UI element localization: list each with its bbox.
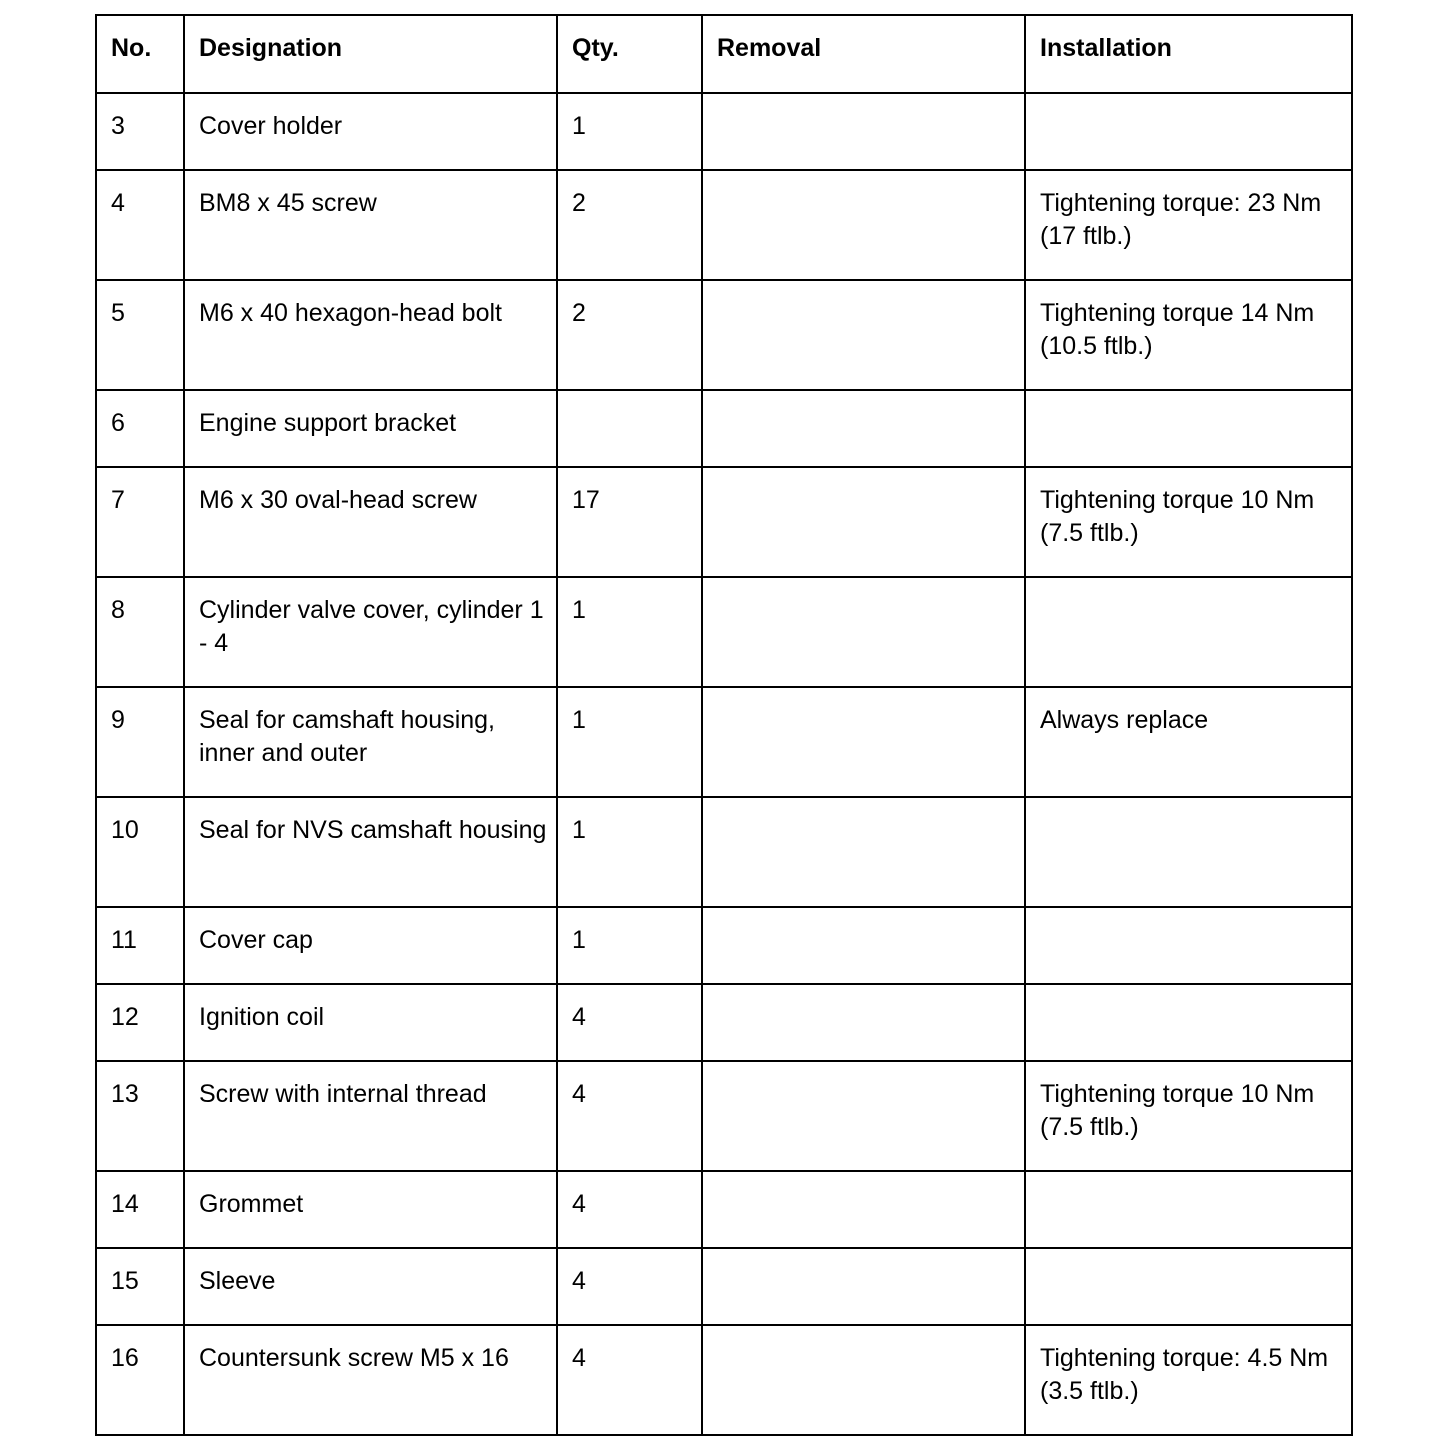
table-row (96, 170, 1352, 280)
cell-designation: Seal for NVS camshaft housing (184, 797, 557, 907)
cell-removal (702, 1248, 1025, 1325)
cell-designation: Cylinder valve cover, cylinder 1 - 4 (184, 577, 557, 687)
cell-installation (1025, 577, 1352, 687)
cell-no: 6 (96, 390, 184, 467)
cell-removal (702, 1325, 1025, 1435)
cell-installation: Tightening torque 10 Nm (7.5 ftlb.) (1025, 1061, 1352, 1171)
cell-installation: Tightening torque 10 Nm (7.5 ftlb.) (1025, 467, 1352, 577)
cell-installation (1025, 907, 1352, 984)
cell-designation: Ignition coil (184, 984, 557, 1061)
cell-no: 7 (96, 467, 184, 577)
cell-designation: M6 x 40 hexagon-head bolt (184, 280, 557, 390)
header-installation: Installation (1025, 15, 1352, 93)
table-row (96, 907, 1352, 984)
cell-qty: 1 (557, 93, 702, 170)
cell-no: 13 (96, 1061, 184, 1171)
cell-no: 8 (96, 577, 184, 687)
cell-removal (702, 1171, 1025, 1248)
cell-installation (1025, 390, 1352, 467)
cell-installation: Tightening torque: 23 Nm (17 ftlb.) (1025, 170, 1352, 280)
cell-no: 3 (96, 93, 184, 170)
table-row (96, 1061, 1352, 1171)
cell-designation: Engine support bracket (184, 390, 557, 467)
cell-designation: Countersunk screw M5 x 16 (184, 1325, 557, 1435)
cell-designation: Cover cap (184, 907, 557, 984)
table-row (96, 280, 1352, 390)
header-qty: Qty. (557, 15, 702, 93)
cell-no: 16 (96, 1325, 184, 1435)
table-row (96, 577, 1352, 687)
cell-qty: 1 (557, 907, 702, 984)
cell-removal (702, 687, 1025, 797)
cell-installation: Always replace (1025, 687, 1352, 797)
cell-removal (702, 797, 1025, 907)
cell-designation: Cover holder (184, 93, 557, 170)
cell-designation: Grommet (184, 1171, 557, 1248)
cell-no: 15 (96, 1248, 184, 1325)
cell-removal (702, 577, 1025, 687)
cell-removal (702, 984, 1025, 1061)
cell-removal (702, 170, 1025, 280)
cell-designation: Sleeve (184, 1248, 557, 1325)
cell-qty: 2 (557, 280, 702, 390)
cell-no: 11 (96, 907, 184, 984)
cell-installation (1025, 1248, 1352, 1325)
cell-qty: 4 (557, 1248, 702, 1325)
cell-designation: Seal for camshaft housing, inner and outer (184, 687, 557, 797)
cell-installation: Tightening torque 14 Nm (10.5 ftlb.) (1025, 280, 1352, 390)
header-designation: Designation (184, 15, 557, 93)
table-row (96, 93, 1352, 170)
cell-installation (1025, 1171, 1352, 1248)
cell-qty: 17 (557, 467, 702, 577)
cell-removal (702, 907, 1025, 984)
cell-qty: 4 (557, 1171, 702, 1248)
table-row (96, 687, 1352, 797)
cell-no: 12 (96, 984, 184, 1061)
table-row (96, 1171, 1352, 1248)
table-row (96, 1325, 1352, 1435)
header-row (96, 15, 1352, 93)
cell-qty: 1 (557, 797, 702, 907)
cell-no: 9 (96, 687, 184, 797)
cell-no: 14 (96, 1171, 184, 1248)
parts-table (95, 14, 1353, 1436)
cell-removal (702, 280, 1025, 390)
cell-no: 10 (96, 797, 184, 907)
cell-no: 5 (96, 280, 184, 390)
cell-removal (702, 1061, 1025, 1171)
cell-designation: M6 x 30 oval-head screw (184, 467, 557, 577)
cell-no: 4 (96, 170, 184, 280)
cell-qty: 2 (557, 170, 702, 280)
cell-installation (1025, 93, 1352, 170)
cell-qty (557, 390, 702, 467)
cell-qty: 1 (557, 577, 702, 687)
header-no: No. (96, 15, 184, 93)
cell-installation: Tightening torque: 4.5 Nm (3.5 ftlb.) (1025, 1325, 1352, 1435)
cell-removal (702, 390, 1025, 467)
table-row (96, 390, 1352, 467)
cell-designation: BM8 x 45 screw (184, 170, 557, 280)
cell-qty: 4 (557, 984, 702, 1061)
table-row (96, 1248, 1352, 1325)
cell-installation (1025, 797, 1352, 907)
cell-installation (1025, 984, 1352, 1061)
header-removal: Removal (702, 15, 1025, 93)
table-row (96, 467, 1352, 577)
cell-removal (702, 93, 1025, 170)
cell-qty: 4 (557, 1325, 702, 1435)
cell-qty: 1 (557, 687, 702, 797)
table-row (96, 797, 1352, 907)
table-row (96, 984, 1352, 1061)
cell-removal (702, 467, 1025, 577)
cell-qty: 4 (557, 1061, 702, 1171)
cell-designation: Screw with internal thread (184, 1061, 557, 1171)
